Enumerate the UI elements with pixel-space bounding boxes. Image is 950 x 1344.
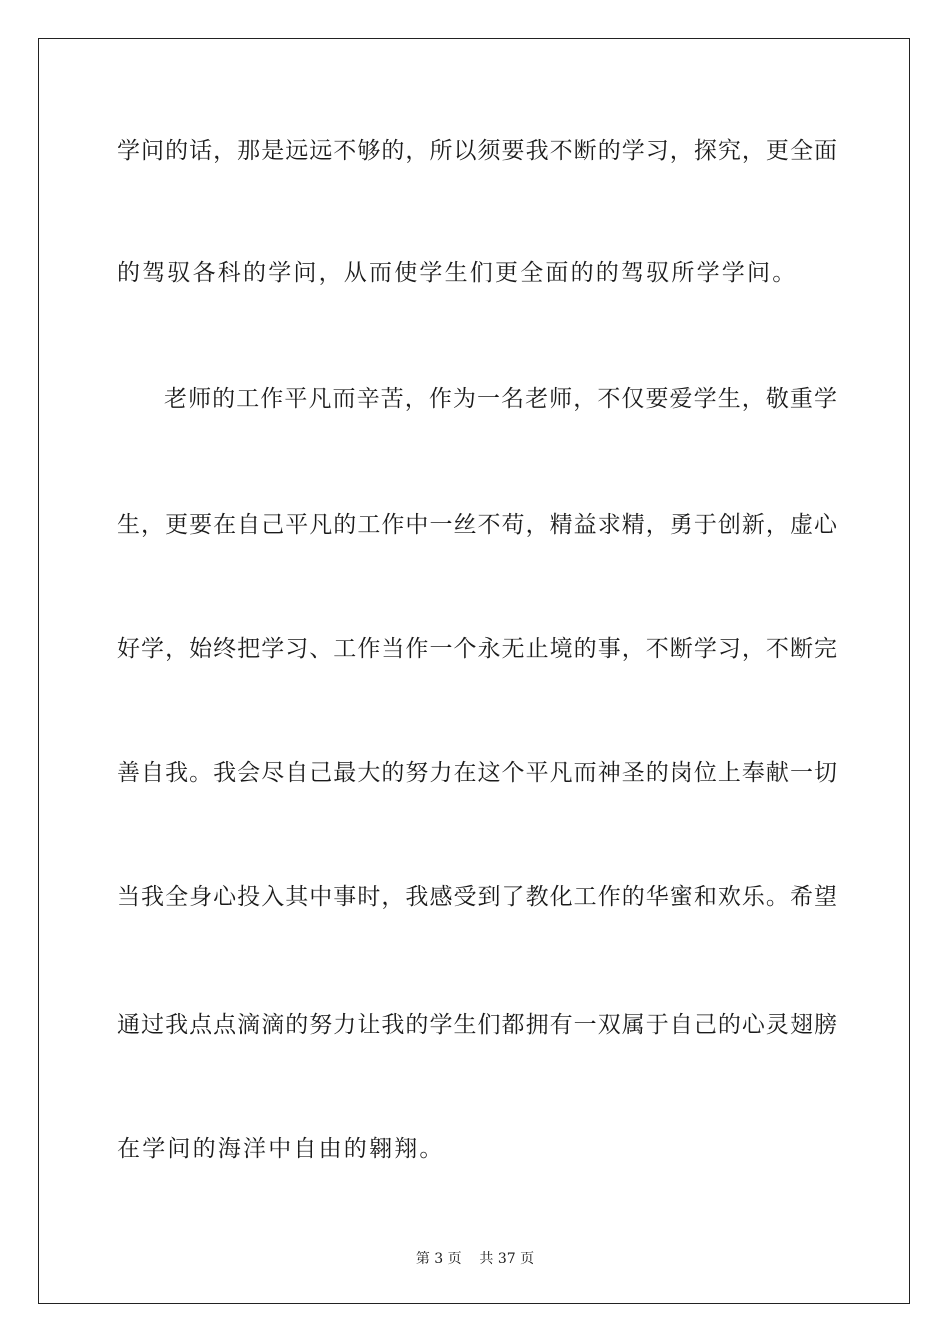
page-number-footer: 第 3 页 共 37 页 <box>415 1251 535 1267</box>
text-line-2: 的驾驭各科的学问，从而使学生们更全面的的驾驭所学学问。 <box>117 260 798 286</box>
text-line-1: 学问的话，那是远远不够的，所以须要我不断的学习，探究，更全面 <box>117 138 837 164</box>
text-line-7: 当我全身心投入其中事时，我感受到了教化工作的华蜜和欢乐。希望 <box>117 884 837 910</box>
text-line-8: 通过我点点滴滴的努力让我的学生们都拥有一双属于自己的心灵翅膀 <box>117 1012 837 1038</box>
text-line-6: 善自我。我会尽自己最大的努力在这个平凡而神圣的岗位上奉献一切 <box>117 760 837 786</box>
text-line-3-paragraph-start: 老师的工作平凡而辛苦，作为一名老师，不仅要爱学生，敬重学 <box>164 386 837 412</box>
text-line-9: 在学问的海洋中自由的翱翔。 <box>117 1136 445 1162</box>
text-line-4: 生，更要在自己平凡的工作中一丝不苟，精益求精，勇于创新，虚心 <box>117 512 837 538</box>
page-border <box>38 38 910 1304</box>
text-line-5: 好学，始终把学习、工作当作一个永无止境的事，不断学习，不断完 <box>117 636 837 662</box>
